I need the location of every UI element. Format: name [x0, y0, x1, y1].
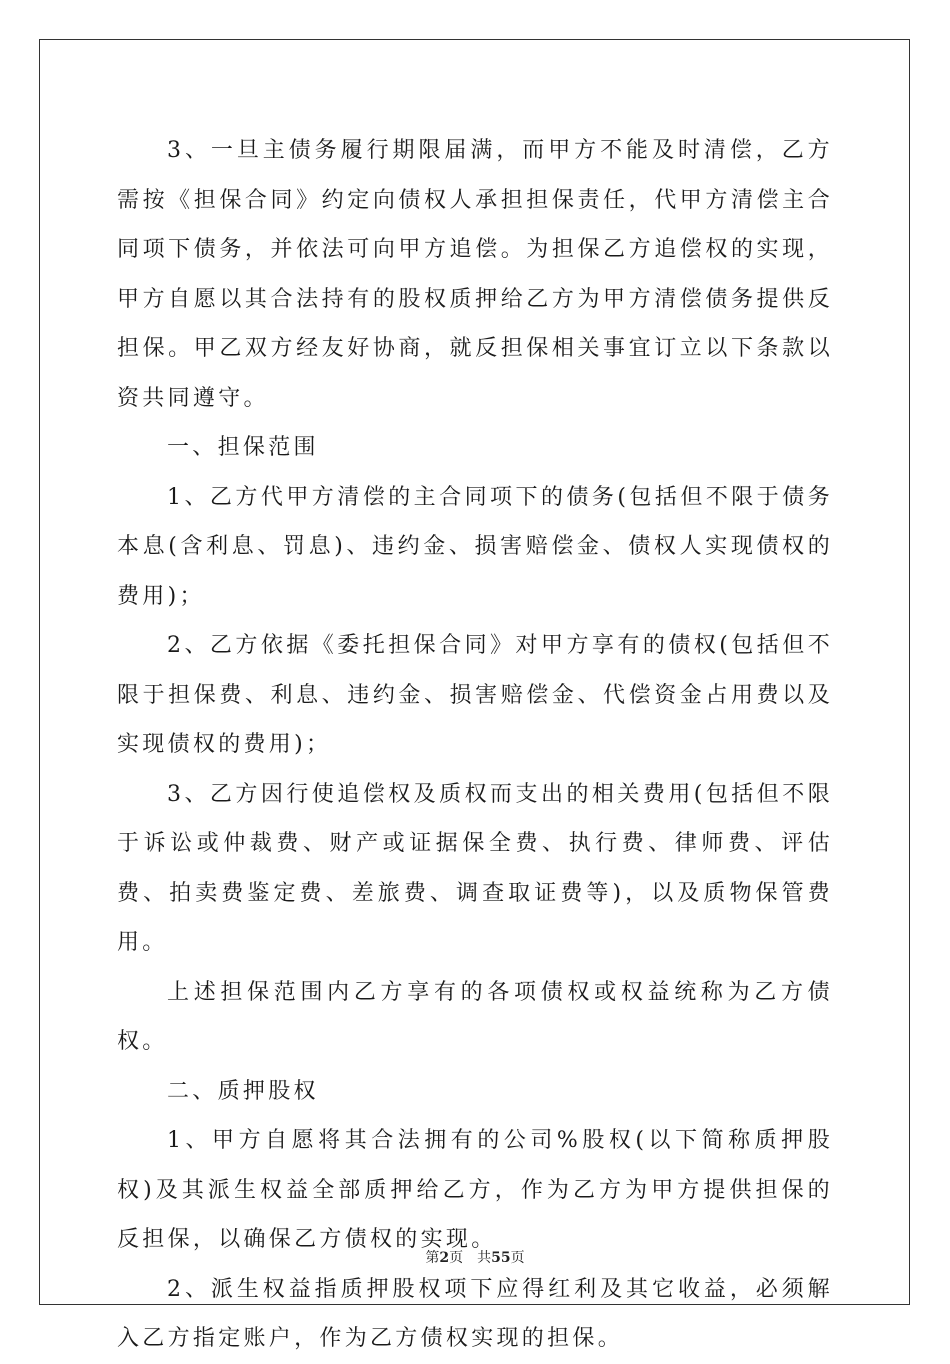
total-pages: 55: [491, 1250, 511, 1266]
total-prefix: 共: [477, 1250, 492, 1266]
paragraph-scope-item-3: 3、乙方因行使追偿权及质权而支出的相关费用(包括但不限于诉讼或仲裁费、财产或证据保全费、执行费、律师费、评估费、拍卖费鉴定费、差旅费、调查取证费等)，以及质物保管费用。: [117, 781, 833, 955]
section-heading-pledged-equity: 二、质押股权: [167, 1078, 319, 1104]
page-prefix: 第: [425, 1250, 440, 1266]
paragraph-scope-summary: 上述担保范围内乙方享有的各项债权或权益统称为乙方债权。: [117, 979, 833, 1054]
page-number: 2: [439, 1250, 450, 1266]
page-footer: [0, 1247, 950, 1267]
paragraph-intro-clause-3: 3、一旦主债务履行期限届满，而甲方不能及时清偿，乙方需按《担保合同》约定向债权人承担担保责任，代甲方清偿主合同项下债务，并依法可向甲方追偿。为担保乙方追偿权的实现，甲方自愿以其合法持有的股权质押给乙方为甲方清偿债务提供反担保。甲乙双方经友好协商，就反担保相关事宜订立以下条款以资共同遵守。: [117, 138, 833, 411]
paragraph-pledge-item-2: 2、派生权益指质押股权项下应得红利及其它收益，必须解入乙方指定账户，作为乙方债权实现的担保。: [117, 1276, 833, 1351]
total-suffix: 页: [510, 1250, 525, 1266]
paragraph-pledge-item-1: 1、甲方自愿将其合法拥有的公司%股权(以下简称质押股权)及其派生权益全部质押给乙方，作为乙方为甲方提供担保的反担保，以确保乙方债权的实现。: [117, 1128, 833, 1252]
section-heading-guarantee-scope: 一、担保范围: [167, 435, 319, 460]
paragraph-scope-item-1: 1、乙方代甲方清偿的主合同项下的债务(包括但不限于债务本息(含利息、罚息)、违约金、损害赔偿金、债权人实现债权的费用)；: [117, 484, 833, 609]
document-body: [117, 126, 833, 1364]
paragraph-scope-item-2: 2、乙方依据《委托担保合同》对甲方享有的债权(包括但不限于担保费、利息、违约金、损害赔偿金、代偿资金占用费以及实现债权的费用)；: [117, 633, 833, 757]
page-suffix: 页: [449, 1250, 464, 1266]
